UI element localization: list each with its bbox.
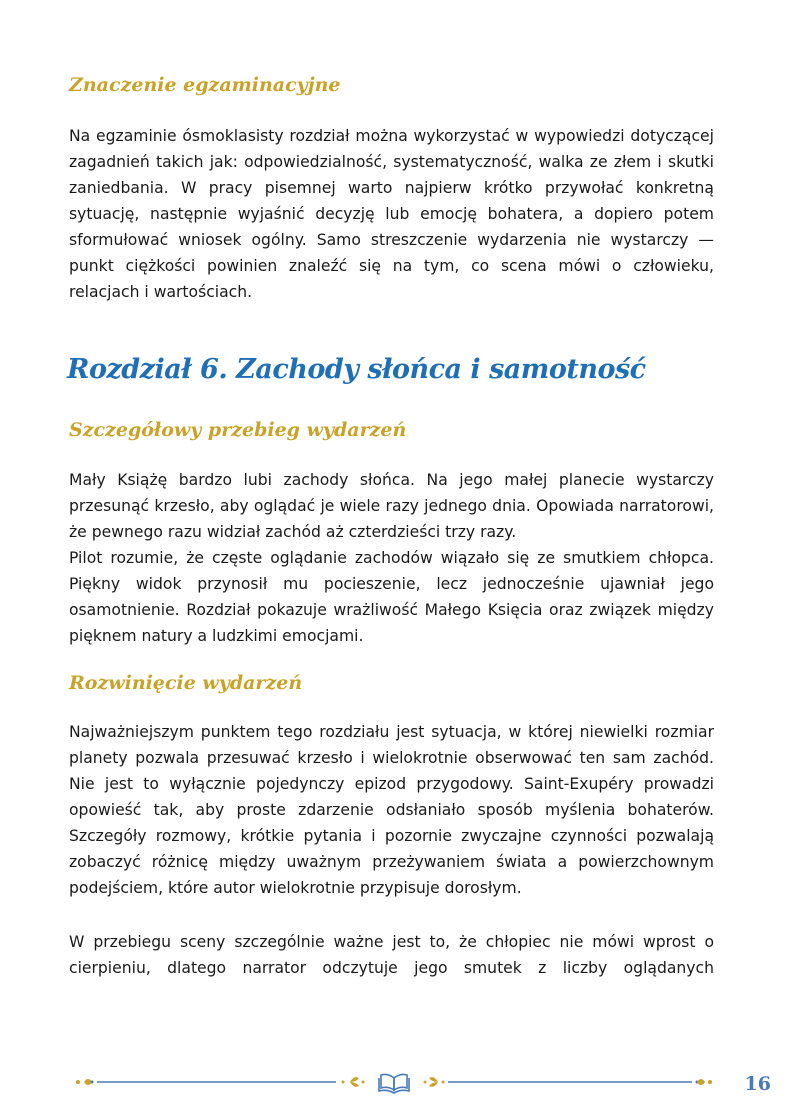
paragraph-development-1: Najważniejszym punktem tego rozdziału jest sytuacja, w której niewielki rozmiar planety pozwala przesuwać krzesło i wielokrotnie obserwować ten sam zachód. Nie jest to wyłącznie pojedynczy epizod przygodowy. Saint-Exupéry prowadzi opowieść tak, aby proste zdarzenie odsłaniało sposób myślenia bohaterów. Szczegóły rozmowy, krótkie pytania i pozornie zwyczajne czynności pozwalają zobaczyć różnicę między uważnym przeżywaniem świata a powierzchownym podejściem, które autor wielokrotnie przypisuje dorosłym.: [69, 723, 714, 897]
paragraph-details-2: Pilot rozumie, że częste oglądanie zachodów wiązało się ze smutkiem chłopca. Piękny widok przynosił mu pocieszenie, lecz jednocześnie ujawniał jego osamotnienie. Rozdział pokazuje wrażliwość Małego Księcia oraz związek między pięknem natury a ludzkimi emocjami.: [69, 549, 714, 645]
left-leaf-ornament-icon: [76, 1079, 94, 1085]
center-leaf-ornament-left-icon: [342, 1077, 365, 1087]
paragraph-development-2: W przebiegu sceny szczególnie ważne jest to, że chłopiec nie mówi wprost o cierpieniu, dlatego narrator odczytuje jego smutek z liczby oglądanych: [69, 933, 714, 977]
right-leaf-ornament-icon: [696, 1079, 713, 1085]
section-heading-development: Rozwinięcie wydarzeń: [69, 672, 303, 694]
section-heading-details: Szczegółowy przebieg wydarzeń: [69, 419, 407, 441]
paragraph-details-1: Mały Książę bardzo lubi zachody słońca. Na jego małej planecie wystarczy przesunąć krzesło, aby oglądać je wiele razy jednego dnia. Opowiada narratorowi, że pewnego razu widział zachód aż czterdzieści trzy razy.: [69, 471, 714, 541]
footer-ornament: [0, 1068, 790, 1098]
open-book-icon: [379, 1074, 409, 1093]
paragraph-exam: Na egzaminie ósmoklasisty rozdział można wykorzystać w wypowiedzi dotyczącej zagadnień takich jak: odpowiedzialność, systematyczność, walka ze złem i skutki zaniedbania. W pracy pisemnej warto najpierw krótko przywołać konkretną sytuację, następnie wyjaśnić decyzję lub emocję bohatera, a dopiero potem sformułować wniosek ogólny. Samo streszczenie wydarzenia nie wystarczy — punkt ciężkości powinien znaleźć się na tym, co scena mówi o człowieku, relacjach i wartościach.: [69, 127, 714, 301]
page-number: 16: [744, 1073, 771, 1095]
section-heading-exam: Znaczenie egzaminacyjne: [69, 74, 341, 96]
chapter-title: Rozdział 6. Zachody słońca i samotność: [67, 354, 646, 385]
page-footer: [0, 1068, 790, 1098]
center-leaf-ornament-right-icon: [424, 1077, 445, 1087]
